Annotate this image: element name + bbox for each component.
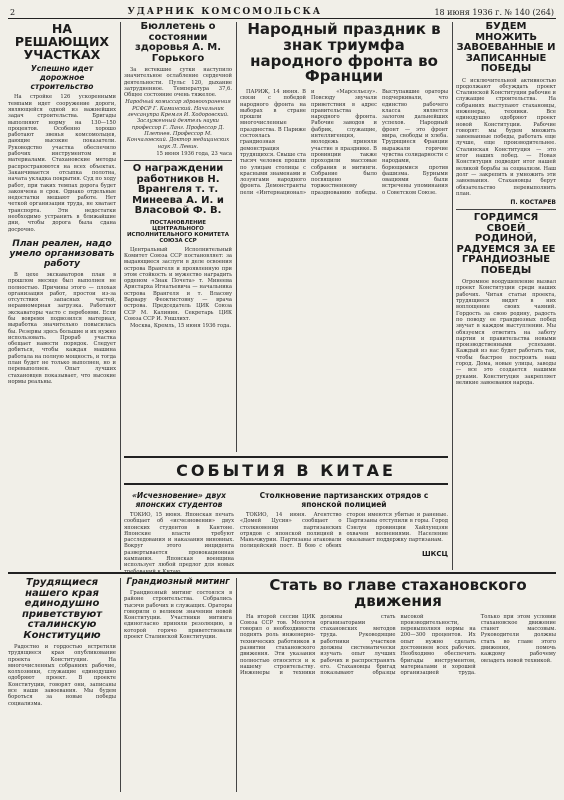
signature-kostarev: П. КОСТАРЕВ: [510, 199, 556, 207]
article-stakhanov: На второй сессии ЦИК Союза ССР тов. Молотов говорил о необходимости поднять роль инженерно-технических работников в развитии стахановского движения. Эти указания полностью относятся и к нашему строительству. Инженеры и техники должны стать организаторами стахановских методов труда. Руководящие работники участков должны систематически изучать опыт лучших рабочих и распространять его. Стахановцы бригад показывают образцы высокой производительности, перевыполняя нормы на 200—300 процентов. Их опыт нужно сделать достоянием всех рабочих. Необходимо обеспечить бригады инструментом, материалами и хорошей организацией труда. Только при этом условии стахановское движение станет массовым. Руководители должны стать во главе этого движения, помочь каждому рабочему овладеть новой техникой.: [240, 613, 556, 677]
bulletin-dateline: 15 июня 1936 года, 23 часа: [156, 150, 232, 157]
page-number: 2: [10, 7, 16, 17]
china-article-students: [124, 488, 234, 576]
column-rule: [452, 22, 453, 570]
subhead-partisans-clash: Столкновение партизанских отрядов с японской полицией: [259, 491, 429, 509]
article-wrangel-award: Центральный Исполнительный Комитет Союза ССР постановляет: за выдающиеся заслуги в деле освоения острова Врангеля и проявленную при этом стойкость и мужество наградить орденом «Знак Почета» т. Минеева Аристарха Игнатьевича — начальника острова Врангеля и т. Власову Варвару Феоктистовну — врача острова. Председатель ЦИК Союза ССР М. Калинин. Секретарь ЦИК Союза ССР И. Уншлихт.: [124, 246, 232, 322]
headline-stakhanov: Стать во главе стахановского движения: [269, 576, 527, 610]
headline-decisive-sections: НА РЕШАЮЩИХ УЧАСТКАХ: [14, 21, 110, 63]
column-france: [240, 22, 448, 432]
column-rally: [124, 578, 232, 792]
issue-date: 18 июня 1936 г. № 140 (264): [434, 7, 554, 17]
column-rule: [236, 22, 237, 452]
article-students-disappear: ТОКИО, 15 июня. Японская печать сообщает об «исчезновении» двух японских студентов в Кантоне. Японские власти требуют расследования и наказания виновных. Вокруг этого инцидента развертывается провокационная кампания. Японская военщина использует любой предлог для новых: [124, 512, 234, 569]
column-decisive-sections: [8, 22, 116, 570]
headline-gorky-bulletin: Бюллетень о состоянии здоровья А. М. Горького: [134, 21, 222, 64]
column-victories: [456, 22, 556, 570]
section-rule: [456, 209, 556, 210]
article-partisans-clash: ТОКИО, 14 июня. Агентство «Домей Цусин» сообщает о столкновении партизанских отрядов с японской полицией в Маньчжурии. Партизаны атаковали полицейский пост. В бою с обеих сторон имеются убитые и раненые. Партизаны отступили в горы. Город Сэнлун провинции Хайлунцзян охвачен волнениями. Население оказывает поддержку партизанам.: [240, 512, 448, 550]
column-rule: [236, 578, 237, 792]
column-region-workers: [8, 578, 116, 792]
article-road-building: На стройке 126 ускоренными темпами идет сооружение дороги, являющейся одной из важнейших задач строительства. Бригады выполняют норму на 130—150 процентов. Особенно хорошо работают звенья комсомольцев, дающие высокие показатели. Руководство участка обеспечило рабочих инструментом и материалами. Стахановские методы распространяются на всех объектах. Заканчивается отсыпка полотна, начата укладка покрытия. Суд по ходу работ, при таких темпах дорога будет закончена в срок. Однако отдельные недостатки мешают работе. Нет четкой организации труда, не хватает транспорта. Эти недостатки необходимо устранить в ближайшие дни, чтобы дорога была сдана досрочно.: [8, 94, 116, 233]
section-stakhanov: [240, 578, 556, 792]
subhead-road-building: Успешно идет дорожное строительство: [30, 64, 94, 92]
banner-china-events: СОБЫТИЯ В КИТАЕ: [124, 456, 448, 485]
subhead-plan-real: План реален, надо умело организовать работу: [9, 238, 115, 269]
headline-wrangel-award: О награждении работников Н. Врангеля т. т. Минеева А. И. и Власовой Ф. В.: [132, 163, 224, 217]
section-china-events: [124, 456, 448, 568]
masthead: [8, 6, 556, 19]
china-article-partisans: [240, 488, 448, 576]
article-region-workers: Радостно и гордостью встретили трудящиеся края опубликование проекта Конституции. На многочисленных собраниях рабочие, колхозники, служащие единодушно одобряют проект. В проекте Конституции, говорят они, записаны все наши завоевания. Мы будем бороться за новые победы социализма.: [8, 644, 116, 707]
editor-stamp: ШКСЦ: [421, 549, 448, 558]
headline-france-festival: Народный праздник в знак триумфа народного фронта во Франции: [247, 20, 441, 86]
decree-title: ПОСТАНОВЛЕНИЕ ЦЕНТРАЛЬНОГО ИСПОЛНИТЕЛЬНОГО КОМИТЕТА СОЮЗА ССР: [126, 219, 230, 244]
headline-proud-of-homeland: ГОРДИМСЯ СВОЕЙ РОДИНОЙ, РАДУЕМСЯ ЗА ЕЕ ГРАНДИОЗНЫЕ ПОБЕДЫ: [456, 212, 556, 276]
headline-region-workers: Трудящиеся нашего края единодушно приветствуют сталинскую Конституцию: [21, 577, 103, 641]
page-grid: [8, 22, 556, 792]
section-rule: [124, 160, 232, 161]
decree-sign-place: Москва, Кремль, 15 июня 1936 года.: [130, 323, 231, 330]
bulletin-doctors: Народный комиссар здравоохранения РСФСР Г. Каминский. Начальник лечсанупра Кремля И. Ходоровский. Заслуженный деятель науки профессор Г. Ланг. Профессор Д. Плетнев. Профессор М. Кончаловский. Доктор медицинских наук Л. Левин.: [125, 99, 231, 150]
article-gorky-bulletin: За истекшие сутки наступило значительное ослабление сердечной деятельности. Пульс 120, дыхание затрудненное. Температура 37,6. Общее состояние очень тяжелое.: [124, 67, 232, 99]
article-multiply-victories: С исключительной активностью продолжают обсуждать проект Сталинской Конституции рабочие и служащие строительства. На собраниях выступают стахановцы, инженеры, техники. Все единодушно одобряют проект новой Конституции. Рабочие говорят: мы будем множить завоеванные победы, работать еще лучше, еще производительнее. Сталинская Конституция — это итог наших побед. — Новая Конституция подводит итог нашей великой борьбы за социализм. Наш долг — закрепить и умножить эти завоевания. Стахановцы берут обязательство перевыполнить план.: [456, 77, 556, 197]
headline-multiply-victories: БУДЕМ МНОЖИТЬ ЗАВОЕВАННЫЕ И ЗАПИСАННЫЕ ПОБЕДЫ: [456, 21, 556, 74]
column-rule: [120, 22, 121, 570]
column-bulletin: [124, 22, 232, 452]
section-rule: [8, 572, 556, 574]
china-articles: [124, 488, 448, 576]
newspaper-page: [8, 6, 556, 796]
article-france-festival: ПАРИЖ, 14 июня. В связи с победой народного фронта на выборах в стране прошли многочисленные празднества. В Париже состоялась грандиозная демонстрация трудящихся. Свыше ста тысяч человек прошли по улицам столицы с красными знаменами и лозунгами народного фронта. Демонстранты пели «Интернационал» и «Марсельезу». Повсюду звучали приветствия в адрес правительства народного фронта. Рабочие заводов и фабрик, служащие, интеллигенция, молодежь приняли участие в празднике. В провинции также проходили массовые собрания и митинги. Собрание было посвящено торжественному празднованию победы. Выступавшие ораторы подчеркивали, что единство рабочего класса является залогом дальнейших успехов. Народный фронт — это фронт мира, свободы и хлеба. Трудящиеся Франции выражали горячие чувства солидарности с народами, борющимися против фашизма. Бурными овациями были встречены упоминания о Советском Союзе.: [240, 89, 448, 196]
column-rule: [120, 578, 121, 792]
newspaper-title: УДАРНИК КОМСОМОЛЬСКА: [127, 7, 323, 17]
article-proud-of-homeland: Огромное воодушевление вызвал проект Конституции среди наших рабочих. Читая статьи проекта, трудящиеся видят в них воплощение своих чаяний. Гордость за свою родину, радость по поводу ее грандиозных побед звучат в каждом выступлении. Мы обязуемся ответить на заботу партии и правительства новыми производственными успехами. Каждый из нас будет работать так, чтобы быстрее построить наш город. Дома, новые улицы, заводы — все это создается нашими руками. Конституция закрепляет великие завоевания народа.: [456, 279, 556, 386]
article-rally: Грандиозный митинг состоялся в районе строительства. Собрались тысячи рабочих и служащих. Ораторы говорили о великом значении новой Конституции. Участники митинга единогласно приняли резолюцию, в которой горячо приветствовали проект Сталинской Конституции.: [124, 589, 232, 640]
headline-rally: Грандиозный митинг: [126, 577, 230, 587]
article-plan-real: В цехе экскаваторов план в прошлом месяце был выполнен не полностью. Причины этого — плохая организация работ, простои из-за отсутствия запасных частей, неравномерная загрузка. Работают экскаваторы часто с перебоями. Если бы вовремя подвозился материал, выработка значительно повысилась бы. Резервы здесь большие и их нужно использовать. Прораб участка обещает навести порядок. Следует добиться, чтобы каждая машина работала на полную мощность, и тогда план будет не только выполнен, но и перевыполнен. Опыт лучших стахановцев показывает, что высокие нормы реальны.: [8, 271, 116, 385]
subhead-students-disappear: «Исчезновение» двух японских студентов: [132, 491, 226, 509]
